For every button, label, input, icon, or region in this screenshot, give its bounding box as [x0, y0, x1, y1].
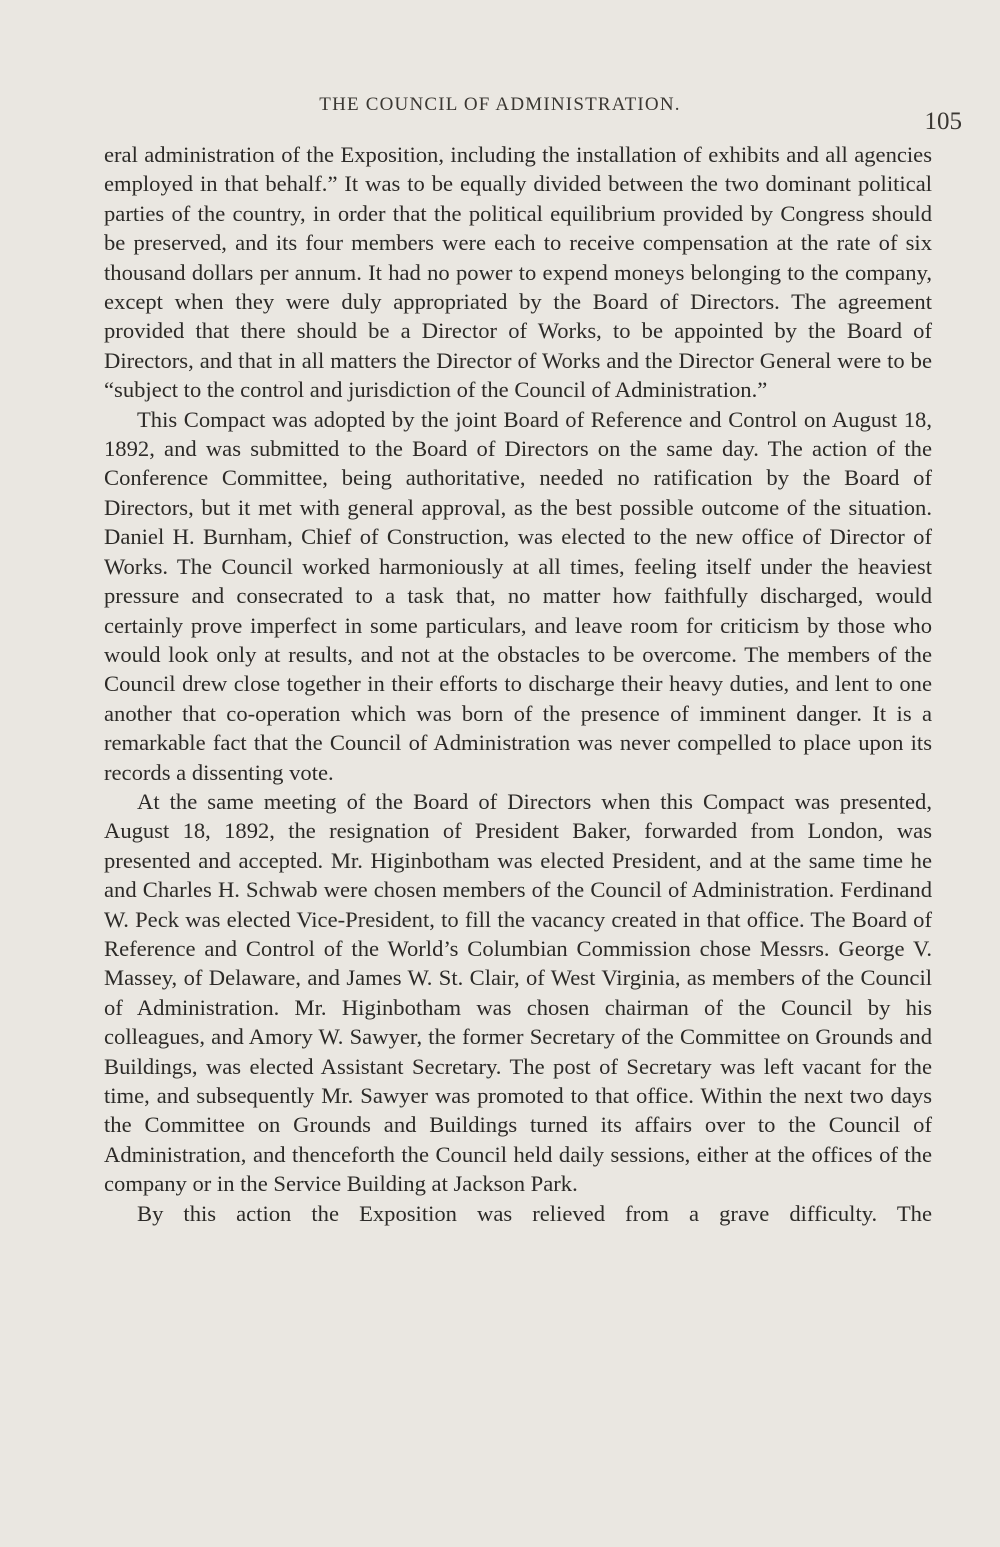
paragraph-same-meeting: At the same meeting of the Board of Directors when this Compact was presented, August 18, 1892, the resignation of President Baker, forwarded from London, was presented and accepted. Mr. Higinbotham was elected President, and at the same time he and Charles H. Schwab were chosen members of the Council of Administration. Ferdinand W. Peck was elected Vice-President, to fill the vacancy created in that office. The Board of Reference and Control of the World’s Columbian Commission chose Messrs. George V. Massey, of Delaware, and James W. St. Clair, of West Virginia, as members of the Council of Administration. Mr. Higinbotham was chosen chairman of the Council by his colleagues, and Amory W. Sawyer, the former Secretary of the Committee on Grounds and Buildings, was elected Assistant Secretary. The post of Secretary was left vacant for the time, and subsequently Mr. Sawyer was promoted to that office. Within the next two days the Committee on Grounds and Buildings turned its affairs over to the Council of Administration, and thenceforth the Council held daily sessions, either at the offices of the company or in the Service Building at Jackson Park. — [104, 788, 932, 1197]
running-head-title: THE COUNCIL OF ADMINISTRATION. — [319, 94, 681, 115]
paragraph-continuation: eral administration of the Exposition, including the installation of exhibits and all agencies employed in that behalf.” It was to be equally divided between the two dominant political parties of the country, in order that the political equilibrium provided by Congress should be preserved, and its four members were each to receive compensation at the rate of six thousand dollars per annum. It had no power to expend moneys belonging to the company, except when they were duly appropriated by the Board of Directors. The agreement provided that there should be a Director of Works, to be appointed by the Board of Directors, and that in all matters the Director of Works and the Director General were to be “subject to the control and jurisdiction of the Council of Administration.” — [104, 142, 932, 403]
page-number: 105 — [924, 108, 962, 135]
paragraph-compact-adopted: This Compact was adopted by the joint Board of Reference and Control on August 18, 1892, and was submitted to the Board of Directors on the same day. The action of the Conference Committee, being authoritative, needed no ratification by the Board of Directors, but it met with general approval, as the best possible outcome of the situation. Daniel H. Burnham, Chief of Construction, was elected to the new office of Director of Works. The Council worked harmoniously at all times, feeling itself under the heaviest pressure and consecrated to a task that, no matter how faithfully discharged, would certainly prove imperfect in some particulars, and leave room for criticism by those who would look only at results, and not at the obstacles to be overcome. The members of the Council drew close together in their efforts to discharge their heavy duties, and lent to one another that co-operation which was born of the presence of imminent danger. It is a remarkable fact that the Council of Administration was never compelled to place upon its records a dissenting vote. — [104, 406, 932, 785]
paragraph-relieved: By this action the Exposition was relieved from a grave difficulty. The — [137, 1200, 932, 1226]
body-text — [104, 140, 932, 1228]
